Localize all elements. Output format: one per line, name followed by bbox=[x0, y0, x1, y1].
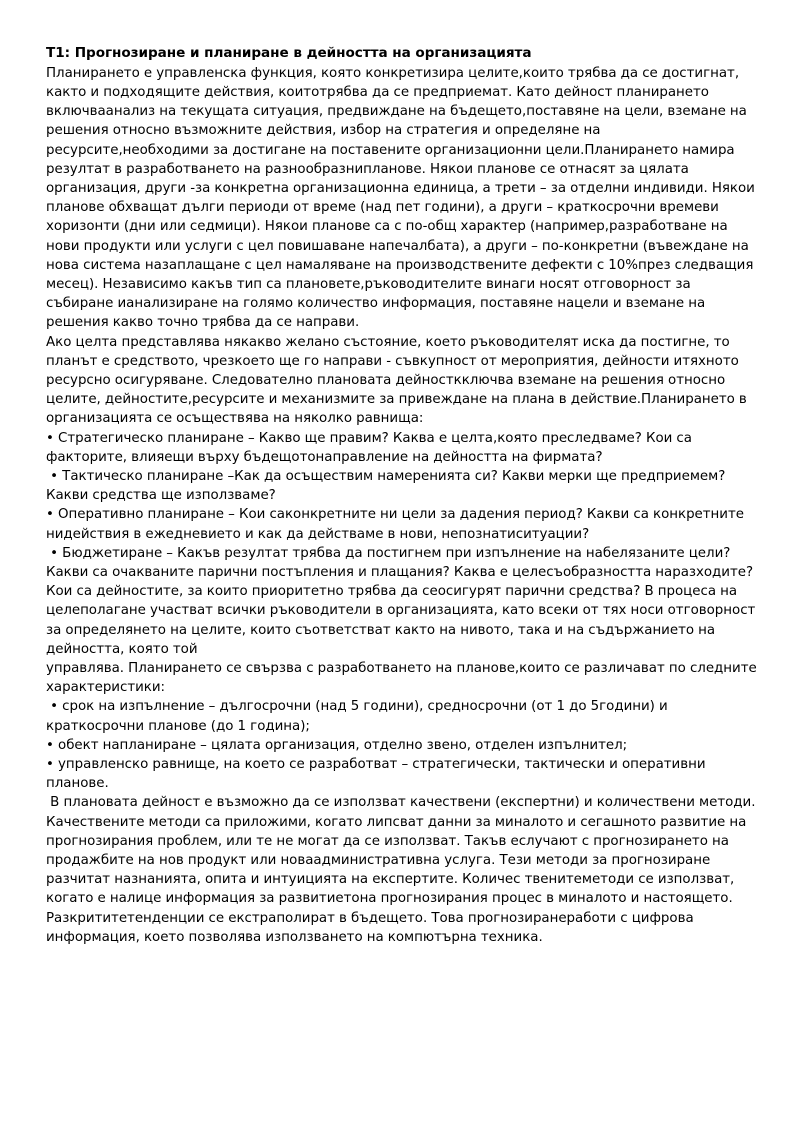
bullet-strategic-planning: • Стратегическо планиране – Какво ще правим? Каква е целта,която преследваме? Кои са факторите, влияещи върху бъдещотонаправление на дейността на фирмата? bbox=[46, 430, 697, 465]
page-title: T1: Прогнозиране и планиране в дейността на организацията bbox=[46, 45, 532, 61]
bullet-planning-object: • обект напланиране – цялата организация, отделно звено, отделен изпълнител; bbox=[46, 737, 628, 753]
bullet-budgeting: • Бюджетиране – Какъв резултат трябва да постигнем при изпълнение на набелязаните цели? Какви са очакваните парични постъпления и плащания? Каква е целесъобразността наразходите? Кои са дейностите, за които приоритетно трябва да сеосигурят парични средства? В процеса на целеполагане участват всички ръководители в организацията, като всеки от тях носи отговорност за определянето на целите, които съответстват както на нивото, така и на съдържанието на дейността, която той bbox=[46, 545, 760, 657]
paragraph-goal-definition: Ако целта представлява някакво желано състояние, което ръководителят иска да постигне, то планът е средството, чрезкоето ще го направи - съвкупност от мероприятия, дейности итяхното ресурсно осигуряване. Следователно плановата дейносткключва вземане на решения относно целите, дейностите,ресурсите и механизмите за привеждане на плана в действие.Планирането в организацията се осъществява на няколко равнища: bbox=[46, 334, 751, 427]
paragraph-qualitative-quantitative-methods: Качествените методи са приложими, когато липсват данни за миналото и сегашното развитие на прогнозирания проблем, или те не могат да се използват. Такъв еслучают с прогнозирането на продажбите на нов продукт или новаадминистративна услуга. Тези методи за прогнозиране разчитат назнанията, опита и интуицията на експертите. Количес твенитеметоди се използват, когато е налице информация за развитиетона прогнозирания процес в миналото и настоящето. Разкрититетенденции се екстраполират в бъдещето. Това прогнозиранеработи с цифрова информация, което позволява използването на компютърна техника. bbox=[46, 814, 751, 945]
bullet-management-level: • управленско равнище, на което се разработват – стратегически, тактически и оперативни планове. bbox=[46, 757, 710, 792]
paragraph-intro: Планирането е управленска функция, която конкретизира целите,които трябва да се достигнат, както и подходящите действия, коитотрябва да се предприемат. Като дейност планирането включваанализ на текущата ситуация, предвиждане на бъдещето,поставяне на цели, вземане на решения относно възможните действия, избор на стратегия и определяне на ресурсите,необходими за достигане на поставените организационни цели.Планирането намира резултат в разработването на разнообразнипланове. Някои планове се отнасят за цялата организация, други -за конкретна организационна единица, а трети – за отделни индивиди. Някои планове обхващат дълги периоди от време (над пет години), а други – краткосрочни времеви хоризонти (дни или седмици). Някои планове са с по-общ характер (например,разработване на нови продукти или услуги с цел повишаване напечалбата), а други – по-конкретни (въвеждане на нова система назаплащане с цел намаляване на производствените дефекти с 10%през следващия месец). Независимо какъв тип са плановете,ръководителите винаги носят отговорност за събиране ианализиране на голямо количество информация, поставяне нацели и вземане на решения какво точно трябва да се направи. bbox=[46, 65, 759, 331]
document-body bbox=[46, 44, 761, 947]
bullet-execution-term: • срок на изпълнение – дългосрочни (над 5 години), средносрочни (от 1 до 5години) и краткосрочни планове (до 1 година); bbox=[46, 699, 672, 734]
bullet-tactical-planning: • Тактическо планиране –Как да осъществим намеренията си? Какви мерки ще предприемем?Какви средства ще използваме? bbox=[46, 468, 726, 504]
paragraph-plan-characteristics-intro: управлява. Планирането се свързва с разработването на планове,които се различават по следните характеристики: bbox=[46, 661, 761, 696]
paragraph-methods-intro: В плановата дейност е възможно да се използват качествени (експертни) и количествени методи. bbox=[46, 795, 756, 811]
bullet-operational-planning: • Оперативно планиране – Кои саконкретните ни цели за дадения период? Какви са конкретните нидействия в ежедневието и как да действаме в нови, непознатиситуации? bbox=[46, 507, 749, 542]
